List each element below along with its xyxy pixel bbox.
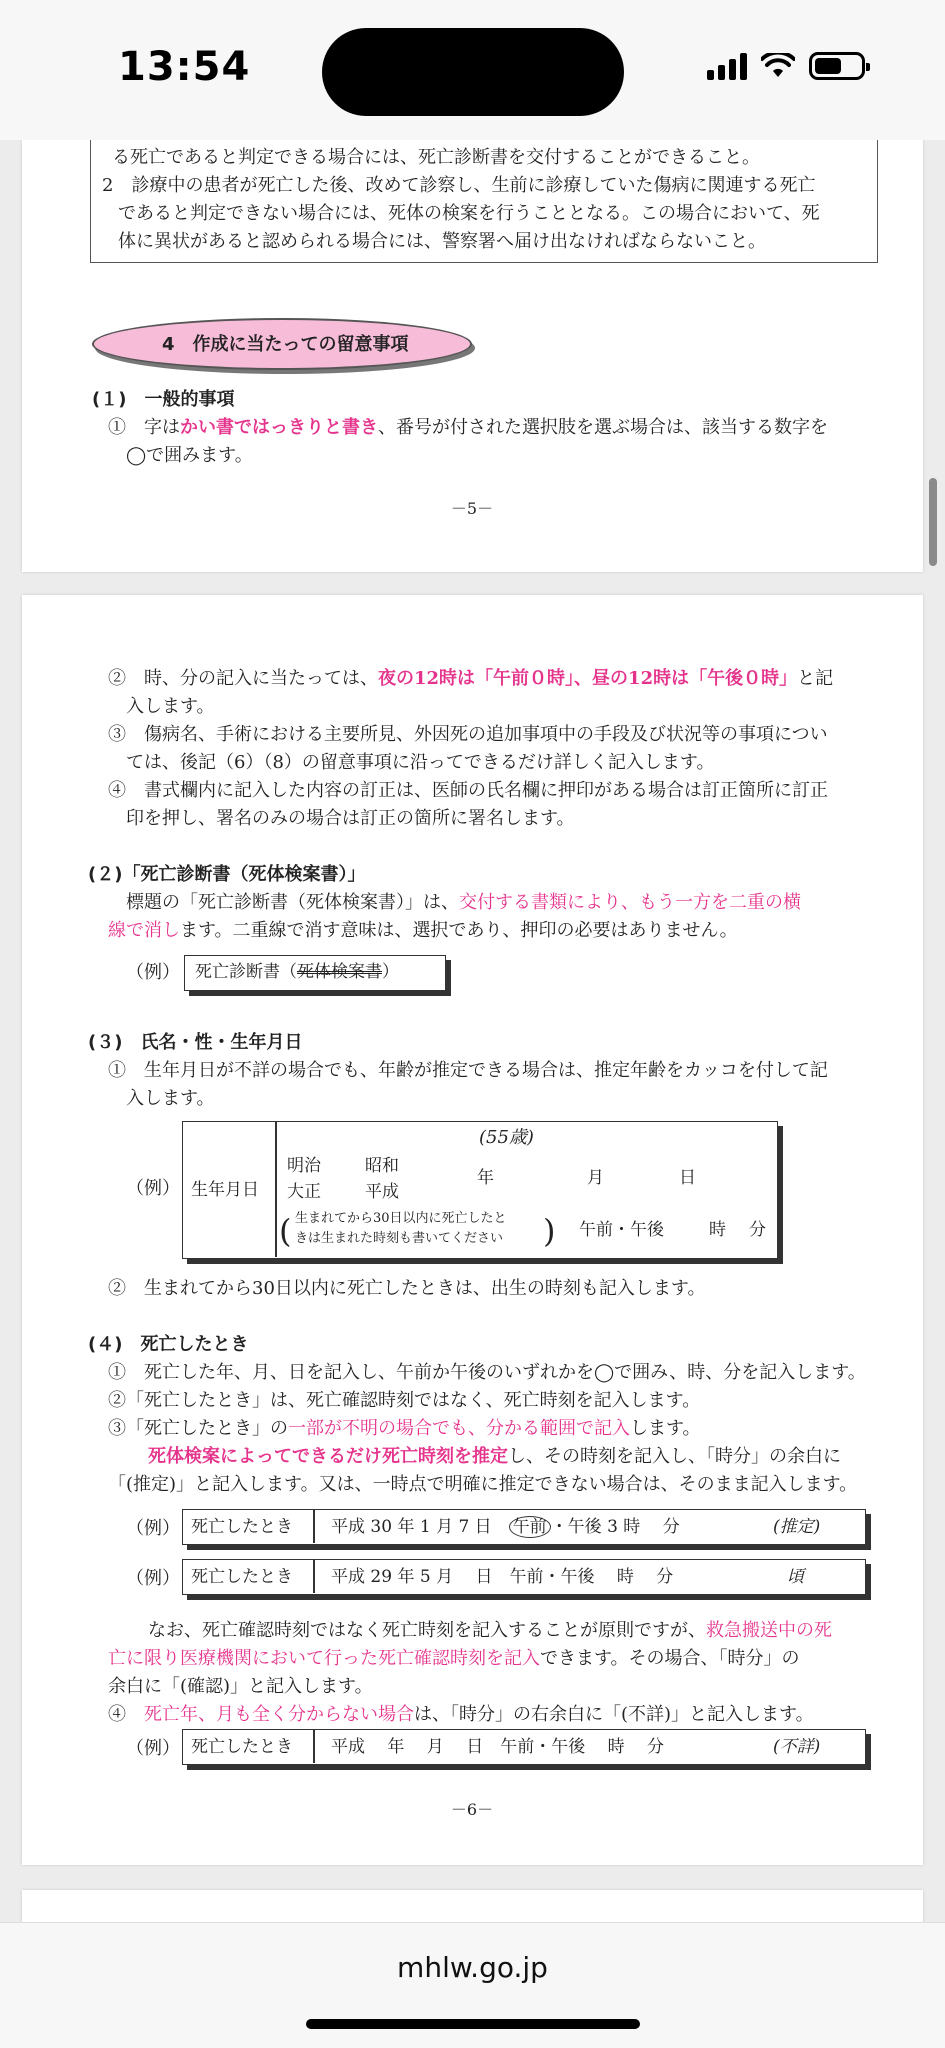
item-1-line-2: ◯で囲みます。	[126, 445, 253, 466]
note-line-1: なお、死亡確認時刻ではなく死亡時刻を記入することが原則ですが、救急搬送中の死	[148, 1620, 832, 1641]
item-4-line-1: ④ 書式欄内に記入した内容の訂正は、医師の氏名欄に押印がある場合は訂正箇所に訂正	[108, 780, 828, 801]
item-3-line-2: ては、後記（6）（8）の留意事項に沿ってできるだけ詳しく記入します。	[126, 752, 715, 773]
address-bar[interactable]: mhlw.go.jp	[397, 1951, 548, 1984]
birth-note-line-1: 生まれてから30日以内に死亡したと	[295, 1211, 507, 1226]
death-example-row-2	[182, 1559, 866, 1595]
era-taisho: 大正	[287, 1182, 321, 1202]
era-heisei: 平成	[365, 1182, 399, 1202]
era-showa: 昭和	[365, 1156, 399, 1176]
sub4-item-1: ① 死亡した年、月、日を記入し、午前か午後のいずれかを◯で囲み、時、分を記入します。	[108, 1362, 866, 1383]
section-title: 4 作成に当たっての留意事項	[162, 334, 409, 355]
item-4-line-2: 印を押し、署名のみの場合は訂正の箇所に署名します。	[126, 808, 575, 829]
sub4-para-line-1: 死体検案によってできるだけ死亡時刻を推定し、その時刻を記入し、「時分」の余白に	[148, 1446, 841, 1467]
document-page-5	[22, 100, 923, 572]
example-label: （例）	[126, 1568, 180, 1589]
status-icons	[707, 52, 865, 80]
example-label: （例）	[126, 1738, 180, 1759]
sub4-item-4: ④ 死亡年、月も全く分からない場合は、「時分」の右余白に「(不詳)」と記入します。	[108, 1704, 814, 1725]
death-label: 死亡したとき	[191, 1737, 293, 1757]
box-line-2: 2 診療中の患者が死亡した後、改めて診察し、生前に診療していた傷病に関連する死亡	[102, 175, 816, 196]
status-bar	[0, 0, 945, 140]
home-indicator[interactable]	[306, 2019, 640, 2029]
death-example-row-3	[182, 1729, 866, 1765]
box-line-3: であると判定できない場合には、死体の検案を行うこととなる。この場合において、死	[118, 203, 820, 224]
death-label: 死亡したとき	[191, 1517, 293, 1537]
example-label: （例）	[126, 1518, 180, 1539]
clock: 13:54	[118, 44, 251, 90]
death-label: 死亡したとき	[191, 1567, 293, 1587]
row1-rest: ・午後 3 時 分	[550, 1517, 680, 1537]
am-pm-label: 午前・午後	[579, 1220, 664, 1240]
subsection-title-heading: (２)「死亡診断書（死体検案書）」	[88, 864, 366, 885]
row2-note: 頃	[787, 1567, 804, 1587]
row1-note: (推定)	[773, 1517, 821, 1537]
battery-icon	[809, 52, 865, 80]
subsection-name-birth-title: (３) 氏名・性・生年月日	[88, 1032, 303, 1053]
row3-note: (不詳)	[773, 1737, 821, 1757]
birth-note-line-2: きは生まれた時刻も書いてください	[295, 1231, 504, 1246]
sub4-para-line-2: 「(推定)」と記入します。又は、一時点で明確に推定できない場合は、そのまま記入します。	[108, 1474, 858, 1495]
birthdate-example-box: 生年月日 (55歳) 明治 昭和 大正 平成 年 月 日 ( 生まれてから30日以内に死亡したと きは生まれた時刻も書いてください ) 午前・午後 時 分	[182, 1121, 778, 1259]
birthdate-label: 生年月日	[191, 1180, 259, 1200]
example-title-box: 死亡診断書（死体検案書）	[184, 955, 446, 991]
item-2-line-1: ② 時、分の記入に当たっては、夜の12時は「午前０時」、昼の12時は「午後０時」と記	[108, 668, 834, 689]
box-line-4: 体に異状があると認められる場合には、警察署へ届け出なければならないこと。	[118, 231, 766, 252]
example-label: （例）	[126, 962, 180, 983]
row1-date: 平成 30 年 1 月 7 日	[331, 1517, 492, 1537]
item-1-line-1: ① 字はかい書ではっきりと書き、番号が付された選択肢を選ぶ場合は、該当する数字を	[108, 417, 828, 438]
sub2-line-1: 標題の「死亡診断書（死体検案書）」は、交付する書類により、もう一方を二重の横	[126, 892, 801, 913]
sub4-item-2: ②「死亡したとき」は、死亡確認時刻ではなく、死亡時刻を記入します。	[108, 1390, 701, 1411]
item-3-line-1: ③ 傷病名、手術における主要所見、外因死の追加事項中の手段及び状況等の事項につい	[108, 724, 828, 745]
year-label: 年	[477, 1168, 494, 1188]
wifi-icon	[761, 53, 795, 79]
box-line-1: る死亡であると判定できる場合には、死亡診断書を交付することができること。	[112, 147, 760, 168]
note-line-3: 余白に「(確認)」と記入します。	[108, 1676, 373, 1697]
page-number: －5－	[450, 499, 494, 518]
row2-date: 平成 29 年 5 月 日 午前・午後 時 分	[331, 1567, 674, 1587]
note-line-2: 亡に限り医療機関において行った死亡確認時刻を記入できます。その場合、「時分」の	[108, 1648, 800, 1669]
estimated-age: (55歳)	[479, 1127, 534, 1148]
dynamic-island	[322, 28, 624, 116]
item-2-line-2: 入します。	[126, 696, 215, 717]
sub2-line-2: 線で消します。二重線で消す意味は、選択であり、押印の必要はありません。	[108, 920, 738, 941]
subsection-death-time-title: (４) 死亡したとき	[88, 1334, 249, 1355]
example-label: （例）	[126, 1178, 180, 1199]
browser-bottom-bar	[0, 1922, 945, 2048]
death-example-row-1	[182, 1509, 866, 1545]
cellular-signal-icon	[707, 52, 747, 80]
row3-date: 平成 年 月 日 午前・午後 時 分	[331, 1737, 665, 1757]
minute-label: 分	[749, 1220, 766, 1240]
sub4-item-3: ③「死亡したとき」の一部が不明の場合でも、分かる範囲で記入します。	[108, 1418, 701, 1439]
sub3-item-2: ② 生まれてから30日以内に死亡したときは、出生の時刻も記入します。	[108, 1278, 706, 1299]
hour-label: 時	[709, 1220, 726, 1240]
era-meiji: 明治	[287, 1156, 321, 1176]
page-number: －6－	[450, 1800, 494, 1819]
subsection-general-title: (１) 一般的事項	[92, 389, 235, 410]
day-label: 日	[679, 1168, 696, 1188]
month-label: 月	[587, 1168, 604, 1188]
document-page-6	[22, 595, 923, 1865]
sub3-item-1-line-2: 入します。	[126, 1088, 215, 1109]
scrollbar-thumb[interactable]	[929, 478, 937, 566]
sub3-item-1-line-1: ① 生年月日が不詳の場合でも、年齢が推定できる場合は、推定年齢をカッコを付して記	[108, 1060, 828, 1081]
row1-am-circled: 午前	[509, 1516, 551, 1538]
